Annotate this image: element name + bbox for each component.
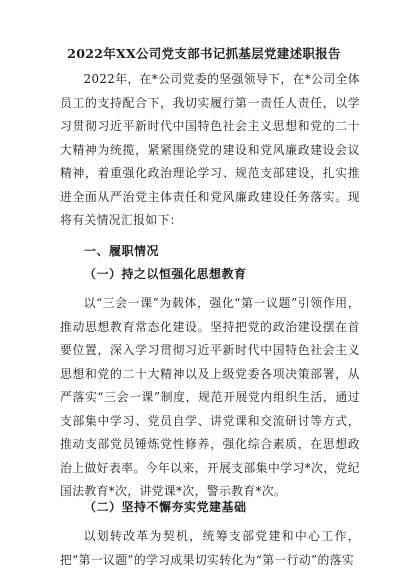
subsection-heading-ideological-education: （一）持之以恒强化思想教育: [84, 267, 247, 281]
subsection-paragraph-party-foundation: 以划转改革为契机，统筹支部党建和中心工作，把“第一议题”的学习成果切实转化为“第一行动”的落实: [60, 529, 360, 567]
section-heading-performance: 一、履职情况: [84, 244, 160, 258]
document-title: 2022年XX公司党支部书记抓基层党建述职报告: [67, 46, 341, 61]
intro-paragraph: 2022年，在*公司党委的坚强领导下，在*公司全体员工的支持配合下，我切实履行第一责任人责任，以学习贯彻习近平新时代中国特色社会主义思想和党的二十大精神为统揽，紧紧围绕党的建设和党风廉政建设会议精神，着重强化政治理论学习、规范支部建设，扎实推进全面从严治党主体责任和党风廉政建设任务落实。现将有关情况汇报如下：: [60, 72, 360, 227]
subsection-heading-party-foundation: （二）坚持不懈夯实党建基础: [84, 500, 247, 514]
subsection-paragraph-ideological-education: 以“三会一课”为载体，强化“第一议题”引领作用，推动思想教育常态化建设。坚持把党的政治建设摆在首要位置，深入学习贯彻习近平新时代中国特色社会主义思想和党的二十大精神以及上级党委各项决策部署，从严落实“三会一课”制度，规范开展党内组织生活，通过支部集中学习、党员自学、讲党课和交流研讨等方式，推动支部党员锤炼党性修养，强化综合素质，在思想政治上做好表率。今年以来，开展支部集中学习*次，党纪国法教育*次，讲党课*次，警示教育*次。: [60, 296, 360, 498]
